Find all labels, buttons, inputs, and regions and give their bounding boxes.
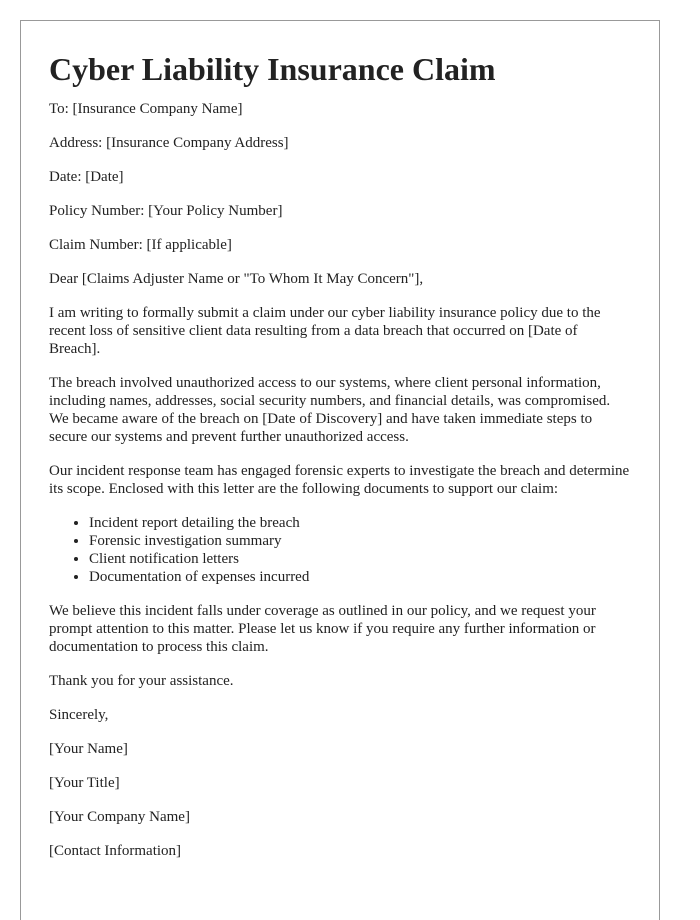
closing-paragraph: We believe this incident falls under coverage as outlined in our policy, and we request your prompt attention to this matter. Please let us know if you require any further information or documentation to process this claim. xyxy=(49,603,596,655)
body-paragraph: The breach involved unauthorized access to our systems, where client personal information, including names, addresses, social security numbers, and financial details, was compromised. We became aware of the breach on [Date of Discovery] and have taken immediate steps to secure our systems and prevent further unauthorized access. xyxy=(49,375,611,445)
body-paragraph: I am writing to formally submit a claim under our cyber liability insurance policy due to the recent loss of sensitive client data resulting from a data breach that occurred on [Date of Breach]. xyxy=(49,305,601,357)
enclosures-list xyxy=(49,514,631,586)
address-line: Address: [Insurance Company Address] xyxy=(49,135,289,151)
signature-name: [Your Name] xyxy=(49,741,128,757)
signature-title: [Your Title] xyxy=(49,775,120,791)
thanks-line: Thank you for your assistance. xyxy=(49,673,234,689)
salutation: Dear [Claims Adjuster Name or "To Whom It May Concern"], xyxy=(49,271,424,287)
letter-page xyxy=(20,20,660,920)
body-paragraph: Our incident response team has engaged forensic experts to investigate the breach and determine its scope. Enclosed with this letter are the following documents to support our claim: xyxy=(49,463,630,497)
date-line: Date: [Date] xyxy=(49,169,124,185)
list-item: • Client notification letters xyxy=(89,550,631,568)
claim-number-line: Claim Number: [If applicable] xyxy=(49,237,232,253)
signature-contact: [Contact Information] xyxy=(49,843,182,859)
letter-title: Cyber Liability Insurance Claim xyxy=(49,51,496,87)
signoff: Sincerely, xyxy=(49,707,109,723)
policy-number-line: Policy Number: [Your Policy Number] xyxy=(49,203,283,219)
list-item: • Incident report detailing the breach xyxy=(89,514,631,532)
recipient-line: To: [Insurance Company Name] xyxy=(49,101,243,117)
list-item: • Documentation of expenses incurred xyxy=(89,568,631,586)
signature-company: [Your Company Name] xyxy=(49,809,190,825)
list-item: • Forensic investigation summary xyxy=(89,532,631,550)
